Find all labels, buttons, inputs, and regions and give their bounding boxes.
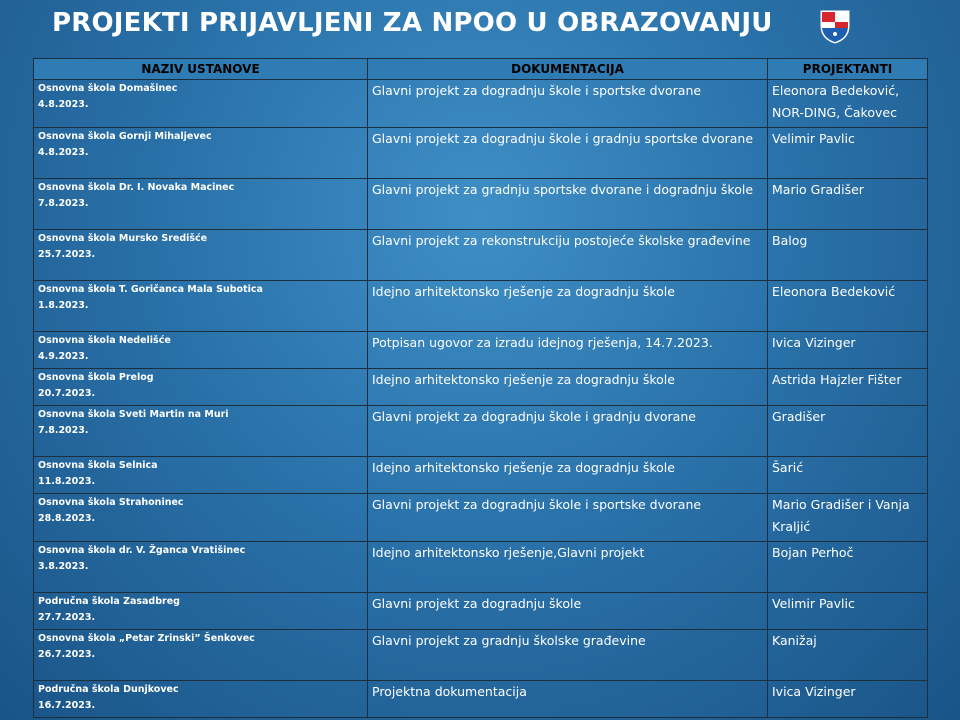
designers-cell: Eleonora Bedeković, NOR-DING, Čakovec bbox=[768, 80, 928, 128]
table-row bbox=[34, 369, 928, 406]
institution-date: 26.7.2023. bbox=[38, 649, 96, 660]
designers-cell: Balog bbox=[768, 230, 928, 281]
institution-name: Osnovna škola Domašinec bbox=[38, 83, 178, 94]
designers-cell: Šarić bbox=[768, 457, 928, 494]
table-header-row bbox=[34, 59, 928, 80]
header-designers: PROJEKTANTI bbox=[768, 59, 928, 80]
documentation-cell: Glavni projekt za dogradnju škole i sportske dvorane bbox=[368, 494, 768, 542]
institution-name: Osnovna škola Gornji Mihaljevec bbox=[38, 131, 212, 142]
institution-cell bbox=[34, 494, 368, 542]
institution-name: Osnovna škola dr. V. Žganca Vratišinec bbox=[38, 545, 246, 556]
institution-name: Osnovna škola Dr. I. Novaka Macinec bbox=[38, 182, 235, 193]
designers-cell: Velimir Pavlic bbox=[768, 128, 928, 179]
institution-date: 7.8.2023. bbox=[38, 425, 89, 436]
institution-cell bbox=[34, 332, 368, 369]
institution-name: Područna škola Dunjkovec bbox=[38, 684, 179, 695]
documentation-cell: Glavni projekt za dogradnju škole i sportske dvorane bbox=[368, 80, 768, 128]
institution-cell bbox=[34, 179, 368, 230]
table-row bbox=[34, 230, 928, 281]
documentation-cell: Glavni projekt za dogradnju škole i gradnju sportske dvorane bbox=[368, 128, 768, 179]
institution-date: 27.7.2023. bbox=[38, 612, 96, 623]
institution-date: 28.8.2023. bbox=[38, 513, 96, 524]
designers-cell: Bojan Perhoč bbox=[768, 542, 928, 593]
county-crest-icon bbox=[820, 10, 850, 44]
table-row bbox=[34, 281, 928, 332]
table-row bbox=[34, 542, 928, 593]
institution-date: 20.7.2023. bbox=[38, 388, 96, 399]
institution-cell bbox=[34, 128, 368, 179]
documentation-cell: Glavni projekt za gradnju sportske dvorane i dogradnju škole bbox=[368, 179, 768, 230]
institution-name: Osnovna škola Selnica bbox=[38, 460, 158, 471]
documentation-cell: Idejno arhitektonsko rješenje za dogradnju škole bbox=[368, 457, 768, 494]
table-row bbox=[34, 332, 928, 369]
designers-cell: Kanižaj bbox=[768, 630, 928, 681]
table-row bbox=[34, 630, 928, 681]
institution-date: 11.8.2023. bbox=[38, 476, 96, 487]
documentation-cell: Glavni projekt za gradnju školske građevine bbox=[368, 630, 768, 681]
institution-cell bbox=[34, 406, 368, 457]
table-row bbox=[34, 681, 928, 718]
institution-date: 4.8.2023. bbox=[38, 99, 89, 110]
institution-date: 7.8.2023. bbox=[38, 198, 89, 209]
institution-date: 1.8.2023. bbox=[38, 300, 89, 311]
institution-cell bbox=[34, 457, 368, 494]
institution-date: 4.8.2023. bbox=[38, 147, 89, 158]
institution-cell bbox=[34, 593, 368, 630]
documentation-cell: Idejno arhitektonsko rješenje za dogradnju škole bbox=[368, 369, 768, 406]
institution-cell bbox=[34, 681, 368, 718]
institution-date: 4.9.2023. bbox=[38, 351, 89, 362]
table-row bbox=[34, 406, 928, 457]
header-institution: NAZIV USTANOVE bbox=[34, 59, 368, 80]
designers-cell: Mario Gradišer i Vanja Kraljić bbox=[768, 494, 928, 542]
institution-name: Osnovna škola Mursko Središće bbox=[38, 233, 208, 244]
designers-cell: Gradišer bbox=[768, 406, 928, 457]
institution-cell bbox=[34, 369, 368, 406]
documentation-cell: Potpisan ugovor za izradu idejnog rješenja, 14.7.2023. bbox=[368, 332, 768, 369]
documentation-cell: Idejno arhitektonsko rješenje,Glavni projekt bbox=[368, 542, 768, 593]
page-title: PROJEKTI PRIJAVLJENI ZA NPOO U OBRAZOVANJU bbox=[52, 8, 773, 38]
header-documentation: DOKUMENTACIJA bbox=[368, 59, 768, 80]
designers-cell: Astrida Hajzler Fišter bbox=[768, 369, 928, 406]
institution-name: Osnovna škola Strahoninec bbox=[38, 497, 184, 508]
institution-cell bbox=[34, 542, 368, 593]
documentation-cell: Glavni projekt za dogradnju škole bbox=[368, 593, 768, 630]
institution-cell bbox=[34, 630, 368, 681]
documentation-cell: Projektna dokumentacija bbox=[368, 681, 768, 718]
institution-name: Osnovna škola „Petar Zrinski” Šenkovec bbox=[38, 633, 255, 644]
institution-cell bbox=[34, 281, 368, 332]
table-row bbox=[34, 457, 928, 494]
table-row bbox=[34, 179, 928, 230]
designers-cell: Mario Gradišer bbox=[768, 179, 928, 230]
designers-cell: Ivica Vizinger bbox=[768, 332, 928, 369]
institution-name: Osnovna škola Prelog bbox=[38, 372, 154, 383]
documentation-cell: Glavni projekt za rekonstrukciju postojeće školske građevine bbox=[368, 230, 768, 281]
table-row bbox=[34, 80, 928, 128]
table-row bbox=[34, 128, 928, 179]
table-row bbox=[34, 494, 928, 542]
documentation-cell: Glavni projekt za dogradnju škole i gradnju dvorane bbox=[368, 406, 768, 457]
institution-cell bbox=[34, 80, 368, 128]
documentation-cell: Idejno arhitektonsko rješenje za dogradnju škole bbox=[368, 281, 768, 332]
institution-date: 3.8.2023. bbox=[38, 561, 89, 572]
designers-cell: Eleonora Bedeković bbox=[768, 281, 928, 332]
designers-cell: Velimir Pavlic bbox=[768, 593, 928, 630]
institution-name: Osnovna škola T. Goričanca Mala Subotica bbox=[38, 284, 263, 295]
institution-date: 16.7.2023. bbox=[38, 700, 96, 711]
institution-name: Osnovna škola Nedelišće bbox=[38, 335, 171, 346]
institution-name: Područna škola Zasadbreg bbox=[38, 596, 180, 607]
designers-cell: Ivica Vizinger bbox=[768, 681, 928, 718]
table-row bbox=[34, 593, 928, 630]
projects-table bbox=[33, 58, 928, 718]
institution-name: Osnovna škola Sveti Martin na Muri bbox=[38, 409, 229, 420]
institution-date: 25.7.2023. bbox=[38, 249, 96, 260]
institution-cell bbox=[34, 230, 368, 281]
